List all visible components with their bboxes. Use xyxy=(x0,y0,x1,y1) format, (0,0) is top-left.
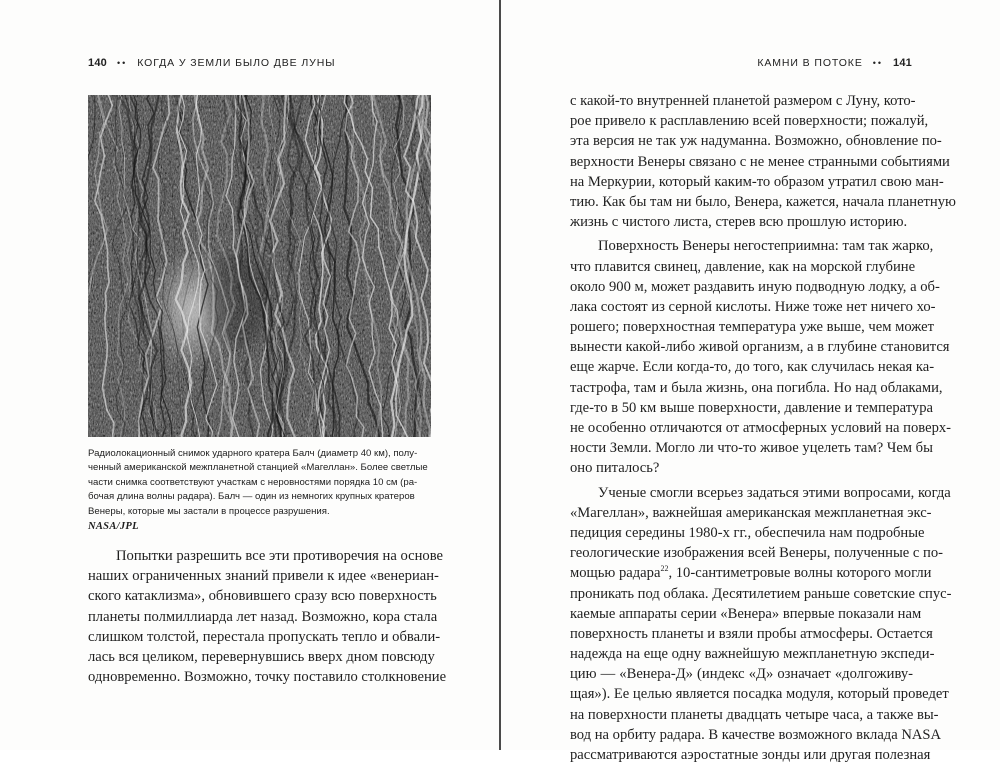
text-line: около 900 м, может раздавить иную подводную лодку, а об- xyxy=(570,278,940,295)
text-line: тию. Как бы там ни было, Венера, кажется, начала планетную xyxy=(570,193,956,210)
right-page-number: 141 xyxy=(893,57,912,69)
right-running-title: КАМНИ В ПОТОКЕ xyxy=(757,57,863,69)
text-line: оно питалось? xyxy=(570,460,660,477)
text-line: тастрофа, там и была жизнь, она погибла. Но над облаками, xyxy=(570,379,943,396)
text-line: педиция середины 1980-х гг., обеспечила нам подробные xyxy=(570,524,925,541)
text-line: жизнь с чистого листа, стерев всю прошлую историю. xyxy=(570,214,908,231)
caption-line: Венеры, которые мы застали в процессе разрушения. xyxy=(88,505,330,517)
text-line: ности Земли. Могло ли что-то живое уцелеть там? Чем бы xyxy=(570,440,933,457)
running-head-dots: •• xyxy=(872,58,884,68)
text-line: рошего; поверхностная температура уже выше, чем может xyxy=(570,319,935,336)
right-body-text xyxy=(570,91,956,765)
text-line: лась вся целиком, перевернувшись вверх дном повсюду xyxy=(88,648,435,665)
text-line: рое привело к расплавлению всей поверхности; пожалуй, xyxy=(570,113,929,130)
text-line: надежда на еще одну важнейшую межпланетную экспеди- xyxy=(570,646,935,663)
left-body-text xyxy=(88,546,447,687)
left-page xyxy=(0,0,499,750)
text-line: геологические изображения всей Венеры, полученные с по- xyxy=(570,545,944,562)
text-fragment: , 10-сантиметровые волны которого могли xyxy=(668,565,932,582)
text-line: щая»). Ее целью является посадка модуля, который проведет xyxy=(570,686,949,703)
text-line: Поверхность Венеры негостеприимна: там так жарко, xyxy=(598,238,934,255)
text-line: на поверхности планеты двадцать четыре часа, а также вы- xyxy=(570,706,939,723)
footnote-reference[interactable]: 22 xyxy=(660,564,669,574)
text-line: слишком толстой, перестала пропускать тепло и обвали- xyxy=(88,628,441,645)
text-line: лака состоят из серной кислоты. Ниже тоже нет ничего хо- xyxy=(570,298,936,315)
running-head-dots: •• xyxy=(116,58,128,68)
left-running-title: КОГДА У ЗЕМЛИ БЫЛО ДВЕ ЛУНЫ xyxy=(137,57,336,69)
text-line: рассматриваются аэростатные зонды или другая полезная xyxy=(570,747,931,763)
text-line: эта версия не так уж надуманна. Возможно, обновление по- xyxy=(570,133,942,150)
caption-line: ченный американской межпланетной станцией «Магеллан». Более светлые xyxy=(88,462,428,474)
text-line-with-footnote xyxy=(570,563,932,583)
text-line: ского катаклизма», обновившего сразу всю поверхность xyxy=(88,588,437,605)
text-line: на Меркурии, который каким-то образом утратил свою ман- xyxy=(570,173,944,190)
radar-image-graphic xyxy=(88,95,431,437)
text-line: одновременно. Возможно, точку поставило столкновение xyxy=(88,669,447,686)
text-line: верхности Венеры связано с не менее странными событиями xyxy=(570,153,950,170)
venus-radar-image xyxy=(88,95,431,437)
text-line: что плавится свинец, давление, как на морской глубине xyxy=(570,258,916,275)
text-line: не особенно отличаются от атмосферных условий на поверх- xyxy=(570,420,952,436)
left-page-number: 140 xyxy=(88,57,107,69)
left-running-head xyxy=(88,57,335,69)
text-fragment: мощью радара xyxy=(570,565,661,582)
text-line: с какой-то внутренней планетой размером с Луну, кото- xyxy=(570,93,916,109)
text-line: проникать под облака. Десятилетием раньше советские спус- xyxy=(570,585,952,602)
right-running-head xyxy=(757,57,912,69)
text-line: вынести какой-либо живой организм, а в глубине становится xyxy=(570,339,950,356)
figure-caption xyxy=(88,447,436,534)
text-line: «Магеллан», важнейшая американская межпланетная экс- xyxy=(570,504,932,521)
caption-line: части снимка соответствуют участкам с неровностями порядка 10 см (ра- xyxy=(88,476,418,488)
text-line: поверхность планеты и взяли пробы атмосферы. Остается xyxy=(570,625,933,642)
text-line: планеты полмиллиарда лет назад. Возможно, кора стала xyxy=(88,608,438,625)
text-line: каемые аппараты серии «Венера» впервые показали нам xyxy=(570,605,922,622)
text-line: еще жарче. Если когда-то, до того, как случилась некая ка- xyxy=(570,359,935,376)
image-credit: NASA/JPL xyxy=(88,521,139,533)
text-line: Ученые смогли всерьез задаться этими вопросами, когда xyxy=(598,484,951,501)
text-line: Попытки разрешить все эти противоречия на основе xyxy=(116,548,443,564)
text-line: цию — «Венера-Д» (индекс «Д» означает «долгоживу- xyxy=(570,666,913,683)
text-line: вод на орбиту радара. В качестве возможного вклада NASA xyxy=(570,726,942,743)
text-line: где-то в 50 км выше поверхности, давление и температура xyxy=(570,399,933,416)
caption-line: бочая длина волны радара). Балч — один из немногих крупных кратеров xyxy=(88,491,415,503)
caption-line: Радиолокационный снимок ударного кратера Балч (диаметр 40 км), полу- xyxy=(88,448,418,459)
text-line: наших ограниченных знаний привели к идее «венериан- xyxy=(88,568,439,585)
